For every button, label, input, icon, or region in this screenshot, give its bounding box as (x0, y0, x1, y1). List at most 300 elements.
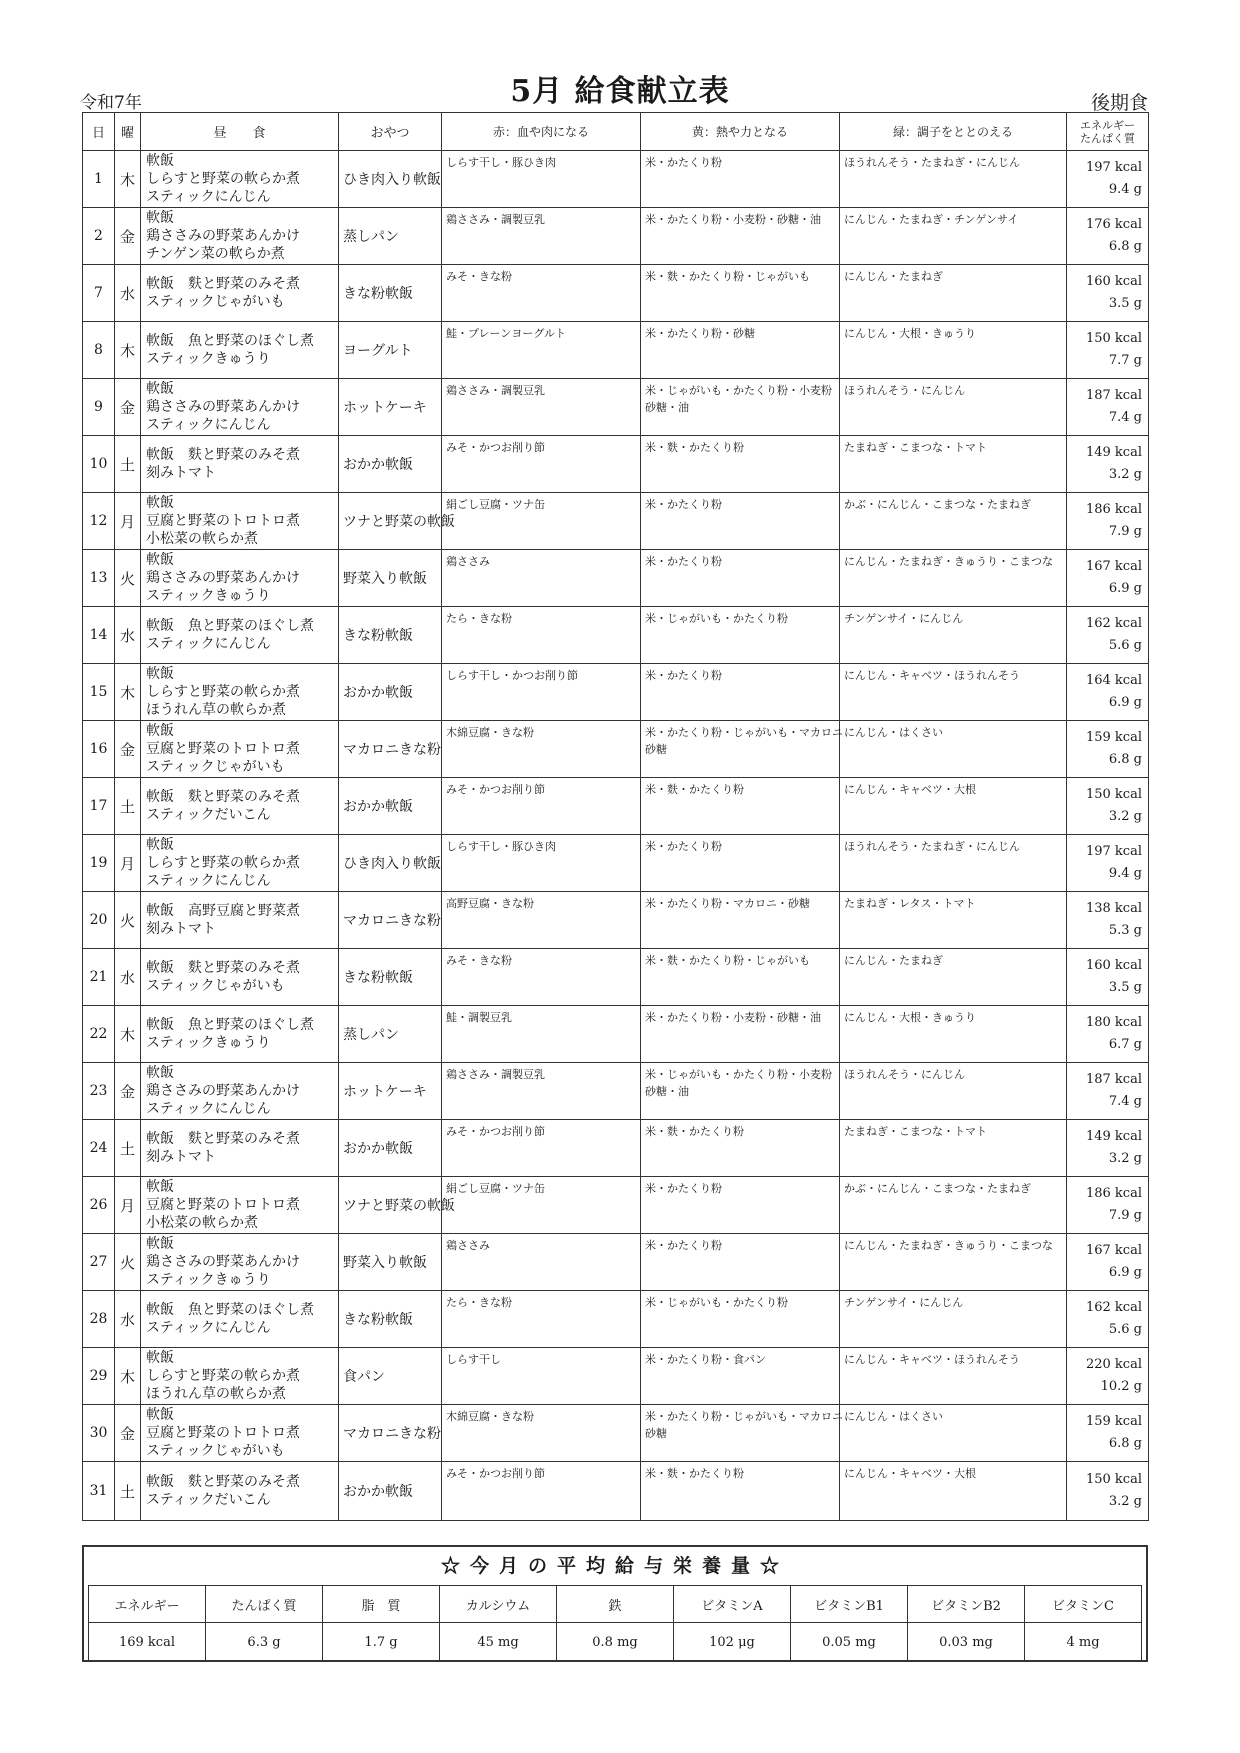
yellow-ingredients-cell (641, 1120, 840, 1177)
red-ingredients-cell (442, 1348, 641, 1405)
lunch-item: ほうれん草の軟らか煮 (146, 1386, 286, 1402)
red-ingredients-cell (442, 550, 641, 607)
green-ingredients-cell (840, 265, 1067, 322)
red-ingredients-cell (442, 493, 641, 550)
yellow-ingredients-cell (641, 664, 840, 721)
protein-value: 6.9 g (1108, 695, 1142, 710)
lunch-cell (141, 1291, 339, 1348)
lunch-cell (141, 436, 339, 493)
lunch-cell (141, 778, 339, 835)
ingredient-line: 米・かたくり粉 (645, 1182, 722, 1195)
menu-row (83, 721, 1149, 778)
nutrition-cell (1067, 379, 1149, 436)
weekday-cell: 金 (115, 721, 141, 778)
ingredient-line: 米・かたくり粉 (645, 156, 722, 169)
lunch-item: スティックじゃがいも (146, 978, 285, 994)
col-snack: おやつ (339, 113, 442, 151)
average-value: 6.3 g (206, 1623, 323, 1662)
energy-value: 187 kcal (1085, 388, 1142, 403)
protein-value: 6.8 g (1108, 239, 1142, 254)
ingredient-line: にんじん・大根・きゅうり (844, 1011, 976, 1024)
energy-value: 150 kcal (1085, 787, 1142, 802)
ingredient-line: 米・麩・かたくり粉 (645, 441, 744, 454)
red-ingredients-cell (442, 778, 641, 835)
green-ingredients-cell (840, 835, 1067, 892)
protein-value: 6.8 g (1108, 752, 1142, 767)
menu-row (83, 151, 1149, 208)
ingredient-line: しらす干し・豚ひき肉 (446, 156, 556, 169)
lunch-item: 軟飯 (146, 1236, 174, 1252)
ingredient-line: にんじん・はくさい (844, 726, 943, 739)
weekday-cell: 木 (115, 664, 141, 721)
lunch-item: スティックきゅうり (146, 588, 271, 604)
day-cell: 30 (83, 1405, 115, 1462)
energy-value: 164 kcal (1085, 673, 1142, 688)
day-cell: 28 (83, 1291, 115, 1348)
weekday-cell: 土 (115, 436, 141, 493)
ingredient-line: 米・かたくり粉・じゃがいも・マカロニ (645, 726, 843, 739)
weekday-cell: 土 (115, 1462, 141, 1521)
lunch-cell (141, 550, 339, 607)
ingredient-line: 米・麩・かたくり粉・じゃがいも (645, 954, 810, 967)
lunch-cell (141, 607, 339, 664)
menu-table (82, 112, 1149, 1521)
yellow-ingredients-cell (641, 379, 840, 436)
energy-value: 186 kcal (1085, 502, 1142, 517)
lunch-item: 軟飯 (146, 381, 174, 397)
average-value: 45 mg (440, 1623, 557, 1662)
weekday-cell: 土 (115, 1120, 141, 1177)
weekday-cell: 金 (115, 379, 141, 436)
lunch-item: 豆腐と野菜のトロトロ煮 (146, 1425, 300, 1441)
ingredient-line: にんじん・はくさい (844, 1410, 943, 1423)
snack-cell: おかか軟飯 (339, 436, 442, 493)
menu-row (83, 664, 1149, 721)
lunch-item: スティックきゅうり (146, 1272, 271, 1288)
day-cell: 22 (83, 1006, 115, 1063)
ingredient-line: たら・きな粉 (446, 1296, 512, 1309)
ingredient-line: にんじん・キャベツ・大根 (844, 1467, 976, 1480)
red-ingredients-cell (442, 664, 641, 721)
lunch-item: 軟飯 (146, 837, 174, 853)
ingredient-line: 鶏ささみ・調製豆乳 (446, 213, 545, 226)
weekday-cell: 金 (115, 1063, 141, 1120)
snack-cell: ホットケーキ (339, 1063, 442, 1120)
lunch-cell (141, 265, 339, 322)
nutrition-cell (1067, 493, 1149, 550)
snack-cell: おかか軟飯 (339, 1462, 442, 1521)
average-value: 102 μg (674, 1623, 791, 1662)
ingredient-line: 米・かたくり粉 (645, 498, 722, 511)
lunch-item: スティックだいこん (146, 807, 271, 823)
protein-value: 3.5 g (1108, 296, 1142, 311)
ingredient-line: にんじん・大根・きゅうり (844, 327, 976, 340)
energy-value: 187 kcal (1085, 1072, 1142, 1087)
lunch-item: 鶏ささみの野菜あんかけ (146, 399, 300, 415)
lunch-item: 鶏ささみの野菜あんかけ (146, 228, 300, 244)
ingredient-line: チンゲンサイ・にんじん (844, 612, 964, 625)
protein-value: 7.7 g (1108, 353, 1142, 368)
lunch-item: 軟飯 魚と野菜のほぐし煮 (146, 1017, 314, 1033)
lunch-item: 軟飯 (146, 1179, 174, 1195)
green-ingredients-cell (840, 151, 1067, 208)
ingredient-line: しらす干し・豚ひき肉 (446, 840, 556, 853)
red-ingredients-cell (442, 949, 641, 1006)
nutrition-cell (1067, 721, 1149, 778)
ingredient-line: にんじん・キャベツ・ほうれんそう (844, 1353, 1020, 1366)
yellow-ingredients-cell (641, 151, 840, 208)
protein-value: 5.6 g (1108, 1322, 1142, 1337)
ingredient-line: ほうれんそう・にんじん (844, 384, 965, 397)
ingredient-line: みそ・かつお削り節 (446, 441, 545, 454)
ingredient-line: たまねぎ・こまつな・トマト (844, 1125, 987, 1138)
lunch-item: 刻みトマト (146, 465, 216, 481)
weekday-cell: 水 (115, 265, 141, 322)
ingredient-line: 鶏ささみ・調製豆乳 (446, 1068, 545, 1081)
day-cell: 12 (83, 493, 115, 550)
ingredient-line: 米・かたくり粉 (645, 555, 722, 568)
day-cell: 23 (83, 1063, 115, 1120)
lunch-item: 刻みトマト (146, 1149, 216, 1165)
lunch-item: 軟飯 麩と野菜のみそ煮 (146, 1474, 300, 1490)
green-ingredients-cell (840, 1291, 1067, 1348)
ingredient-line: たまねぎ・こまつな・トマト (844, 441, 987, 454)
average-label: ビタミンC (1025, 1586, 1142, 1623)
average-label: ビタミンA (674, 1586, 791, 1623)
red-ingredients-cell (442, 208, 641, 265)
day-cell: 1 (83, 151, 115, 208)
lunch-cell (141, 1348, 339, 1405)
menu-row (83, 949, 1149, 1006)
lunch-cell (141, 493, 339, 550)
yellow-ingredients-cell (641, 265, 840, 322)
energy-value: 160 kcal (1085, 274, 1142, 289)
nutrition-cell (1067, 1234, 1149, 1291)
nutrition-cell (1067, 1063, 1149, 1120)
lunch-cell (141, 151, 339, 208)
energy-value: 159 kcal (1085, 1414, 1142, 1429)
red-ingredients-cell (442, 379, 641, 436)
energy-value: 197 kcal (1085, 160, 1142, 175)
lunch-item: 軟飯 (146, 210, 174, 226)
menu-row (83, 1348, 1149, 1405)
protein-value: 3.2 g (1108, 809, 1142, 824)
lunch-item: スティックにんじん (146, 1101, 271, 1117)
red-ingredients-cell (442, 265, 641, 322)
green-ingredients-cell (840, 949, 1067, 1006)
lunch-item: 軟飯 (146, 1407, 174, 1423)
ingredient-line: にんじん・たまねぎ・チンゲンサイ (844, 213, 1019, 226)
red-ingredients-cell (442, 892, 641, 949)
lunch-item: スティックきゅうり (146, 351, 271, 367)
menu-row (83, 265, 1149, 322)
protein-value: 6.7 g (1108, 1037, 1142, 1052)
green-ingredients-cell (840, 1177, 1067, 1234)
energy-value: 167 kcal (1085, 1243, 1142, 1258)
lunch-item: スティックじゃがいも (146, 759, 285, 775)
menu-row (83, 607, 1149, 664)
average-label: 脂 質 (323, 1586, 440, 1623)
ingredient-line: ほうれんそう・たまねぎ・にんじん (844, 156, 1020, 169)
yellow-ingredients-cell (641, 607, 840, 664)
ingredient-line: 鮭・調製豆乳 (446, 1011, 512, 1024)
menu-row (83, 835, 1149, 892)
nutrition-cell (1067, 1120, 1149, 1177)
ingredient-line: みそ・かつお削り節 (446, 1467, 545, 1480)
ingredient-line: みそ・きな粉 (446, 954, 512, 967)
ingredient-line: たまねぎ・レタス・トマト (844, 897, 976, 910)
ingredient-line: 砂糖・油 (645, 401, 689, 414)
lunch-item: 豆腐と野菜のトロトロ煮 (146, 513, 300, 529)
day-cell: 2 (83, 208, 115, 265)
energy-value: 159 kcal (1085, 730, 1142, 745)
col-nutrition (1067, 113, 1149, 151)
snack-cell: ヨーグルト (339, 322, 442, 379)
ingredient-line: にんじん・たまねぎ・きゅうり・こまつな (844, 555, 1053, 568)
day-cell: 19 (83, 835, 115, 892)
nutrition-cell (1067, 1405, 1149, 1462)
green-ingredients-cell (840, 721, 1067, 778)
lunch-item: 軟飯 (146, 495, 174, 511)
energy-value: 197 kcal (1085, 844, 1142, 859)
lunch-item: しらすと野菜の軟らか煮 (146, 684, 300, 700)
ingredient-line: かぶ・にんじん・こまつな・たまねぎ (844, 498, 1031, 511)
col-energy-label: エネルギー (1080, 118, 1135, 132)
nutrition-cell (1067, 1291, 1149, 1348)
ingredient-line: 砂糖 (645, 1427, 667, 1440)
protein-value: 5.3 g (1108, 923, 1142, 938)
lunch-item: しらすと野菜の軟らか煮 (146, 171, 300, 187)
yellow-ingredients-cell (641, 778, 840, 835)
yellow-ingredients-cell (641, 835, 840, 892)
energy-value: 160 kcal (1085, 958, 1142, 973)
menu-row (83, 1234, 1149, 1291)
lunch-item: 刻みトマト (146, 921, 216, 937)
menu-row (83, 1291, 1149, 1348)
yellow-ingredients-cell (641, 1462, 840, 1521)
lunch-item: 軟飯 (146, 552, 174, 568)
protein-value: 7.4 g (1108, 1094, 1142, 1109)
col-green: 緑：調子をととのえる (840, 113, 1067, 151)
snack-cell: 野菜入り軟飯 (339, 550, 442, 607)
green-ingredients-cell (840, 1234, 1067, 1291)
snack-cell: ひき肉入り軟飯 (339, 835, 442, 892)
ingredient-line: 鶏ささみ (446, 1239, 490, 1252)
menu-body (83, 151, 1149, 1521)
yellow-ingredients-cell (641, 322, 840, 379)
lunch-cell (141, 721, 339, 778)
ingredient-line: 米・じゃがいも・かたくり粉 (645, 612, 788, 625)
average-value: 0.03 mg (908, 1623, 1025, 1662)
lunch-item: 軟飯 麩と野菜のみそ煮 (146, 789, 300, 805)
energy-value: 150 kcal (1085, 331, 1142, 346)
menu-row (83, 322, 1149, 379)
ingredient-line: 砂糖・油 (645, 1085, 689, 1098)
lunch-cell (141, 208, 339, 265)
red-ingredients-cell (442, 1291, 641, 1348)
green-ingredients-cell (840, 1405, 1067, 1462)
lunch-item: 鶏ささみの野菜あんかけ (146, 570, 300, 586)
weekday-cell: 水 (115, 1291, 141, 1348)
red-ingredients-cell (442, 1462, 641, 1521)
lunch-item: スティックだいこん (146, 1492, 271, 1508)
ingredient-line: しらす干し (446, 1353, 501, 1366)
weekday-cell: 月 (115, 835, 141, 892)
green-ingredients-cell (840, 379, 1067, 436)
red-ingredients-cell (442, 835, 641, 892)
lunch-item: 軟飯 魚と野菜のほぐし煮 (146, 333, 314, 349)
day-cell: 29 (83, 1348, 115, 1405)
ingredient-line: 米・じゃがいも・かたくり粉 (645, 1296, 788, 1309)
weekday-cell: 火 (115, 550, 141, 607)
lunch-item: スティックじゃがいも (146, 1443, 285, 1459)
red-ingredients-cell (442, 322, 641, 379)
menu-row (83, 778, 1149, 835)
energy-value: 180 kcal (1085, 1015, 1142, 1030)
col-protein-label: たんぱく質 (1080, 131, 1135, 145)
protein-value: 6.9 g (1108, 581, 1142, 596)
lunch-item: 軟飯 (146, 1065, 174, 1081)
energy-value: 149 kcal (1085, 1129, 1142, 1144)
nutrition-cell (1067, 607, 1149, 664)
ingredient-line: 米・かたくり粉・小麦粉・砂糖・油 (645, 213, 821, 226)
day-cell: 27 (83, 1234, 115, 1291)
lunch-item: しらすと野菜の軟らか煮 (146, 1368, 300, 1384)
average-value: 1.7 g (323, 1623, 440, 1662)
snack-cell: ホットケーキ (339, 379, 442, 436)
red-ingredients-cell (442, 1063, 641, 1120)
lunch-cell (141, 835, 339, 892)
day-cell: 9 (83, 379, 115, 436)
red-ingredients-cell (442, 151, 641, 208)
ingredient-line: 米・麩・かたくり粉 (645, 1467, 744, 1480)
protein-value: 7.9 g (1108, 524, 1142, 539)
green-ingredients-cell (840, 1063, 1067, 1120)
ingredient-line: みそ・かつお削り節 (446, 1125, 545, 1138)
lunch-item: 軟飯 麩と野菜のみそ煮 (146, 1131, 300, 1147)
snack-cell: きな粉軟飯 (339, 949, 442, 1006)
lunch-item: 軟飯 高野豆腐と野菜煮 (146, 903, 300, 919)
average-label: ビタミンB1 (791, 1586, 908, 1623)
ingredient-line: 米・麩・かたくり粉・じゃがいも (645, 270, 810, 283)
red-ingredients-cell (442, 721, 641, 778)
lunch-item: しらすと野菜の軟らか煮 (146, 855, 300, 871)
yellow-ingredients-cell (641, 1177, 840, 1234)
weekday-cell: 木 (115, 1006, 141, 1063)
green-ingredients-cell (840, 892, 1067, 949)
lunch-item: 軟飯 魚と野菜のほぐし煮 (146, 618, 314, 634)
snack-cell: 食パン (339, 1348, 442, 1405)
lunch-cell (141, 1405, 339, 1462)
ingredient-line: 米・麩・かたくり粉 (645, 1125, 744, 1138)
snack-cell: おかか軟飯 (339, 778, 442, 835)
snack-cell: 蒸しパン (339, 208, 442, 265)
snack-cell: おかか軟飯 (339, 664, 442, 721)
lunch-item: チンゲン菜の軟らか煮 (146, 246, 285, 262)
ingredient-line: 米・かたくり粉・砂糖 (645, 327, 755, 340)
lunch-item: 小松菜の軟らか煮 (146, 531, 258, 547)
protein-value: 3.5 g (1108, 980, 1142, 995)
weekday-cell: 金 (115, 1405, 141, 1462)
menu-row (83, 1177, 1149, 1234)
menu-row (83, 1405, 1149, 1462)
yellow-ingredients-cell (641, 721, 843, 778)
green-ingredients-cell (840, 1462, 1067, 1521)
ingredient-line: みそ・かつお削り節 (446, 783, 545, 796)
menu-row (83, 1120, 1149, 1177)
col-red: 赤：血や肉になる (442, 113, 641, 151)
lunch-cell (141, 1462, 339, 1521)
menu-row (83, 493, 1149, 550)
snack-cell: ツナと野菜の軟飯 (339, 493, 442, 550)
protein-value: 6.9 g (1108, 1265, 1142, 1280)
lunch-item: スティックにんじん (146, 636, 271, 652)
snack-cell: おかか軟飯 (339, 1120, 442, 1177)
average-label: エネルギー (89, 1586, 206, 1623)
yellow-ingredients-cell (641, 208, 840, 265)
weekday-cell: 木 (115, 322, 141, 379)
weekday-cell: 木 (115, 151, 141, 208)
ingredient-line: チンゲンサイ・にんじん (844, 1296, 964, 1309)
lunch-item: ほうれん草の軟らか煮 (146, 702, 286, 718)
ingredient-line: にんじん・たまねぎ (844, 270, 943, 283)
nutrition-cell (1067, 1006, 1149, 1063)
ingredient-line: 砂糖 (645, 743, 667, 756)
ingredient-line: 米・かたくり粉・じゃがいも・マカロニ (645, 1410, 843, 1423)
protein-value: 3.2 g (1108, 1494, 1142, 1509)
col-day: 日 (83, 113, 115, 151)
menu-row (83, 892, 1149, 949)
average-value-row (89, 1623, 1142, 1662)
lunch-item: スティックにんじん (146, 1320, 271, 1336)
col-lunch: 昼 食 (141, 113, 339, 151)
menu-row (83, 1462, 1149, 1521)
protein-value: 3.2 g (1108, 467, 1142, 482)
lunch-item: 軟飯 (146, 666, 174, 682)
average-label: カルシウム (440, 1586, 557, 1623)
green-ingredients-cell (840, 1006, 1067, 1063)
lunch-cell (141, 1177, 339, 1234)
ingredient-line: 絹ごし豆腐・ツナ缶 (446, 1182, 545, 1195)
day-cell: 20 (83, 892, 115, 949)
nutrition-cell (1067, 1348, 1149, 1405)
lunch-item: 軟飯 麩と野菜のみそ煮 (146, 960, 300, 976)
ingredient-line: 米・かたくり粉 (645, 1239, 722, 1252)
green-ingredients-cell (840, 208, 1067, 265)
ingredient-line: 米・麩・かたくり粉 (645, 783, 744, 796)
snack-cell: 蒸しパン (339, 1006, 442, 1063)
day-cell: 8 (83, 322, 115, 379)
lunch-item: 軟飯 麩と野菜のみそ煮 (146, 276, 300, 292)
ingredient-line: にんじん・たまねぎ・きゅうり・こまつな (844, 1239, 1053, 1252)
nutrition-cell (1067, 892, 1149, 949)
red-ingredients-cell (442, 607, 641, 664)
lunch-item: 鶏ささみの野菜あんかけ (146, 1254, 300, 1270)
yellow-ingredients-cell (641, 550, 840, 607)
nutrition-cell (1067, 1177, 1149, 1234)
day-cell: 24 (83, 1120, 115, 1177)
energy-value: 138 kcal (1085, 901, 1142, 916)
protein-value: 7.9 g (1108, 1208, 1142, 1223)
day-cell: 13 (83, 550, 115, 607)
lunch-item: 豆腐と野菜のトロトロ煮 (146, 741, 300, 757)
nutrition-cell (1067, 835, 1149, 892)
ingredient-line: 鮭・プレーンヨーグルト (446, 327, 567, 340)
protein-value: 3.2 g (1108, 1151, 1142, 1166)
weekday-cell: 火 (115, 892, 141, 949)
weekday-cell: 水 (115, 949, 141, 1006)
lunch-item: スティックじゃがいも (146, 294, 285, 310)
